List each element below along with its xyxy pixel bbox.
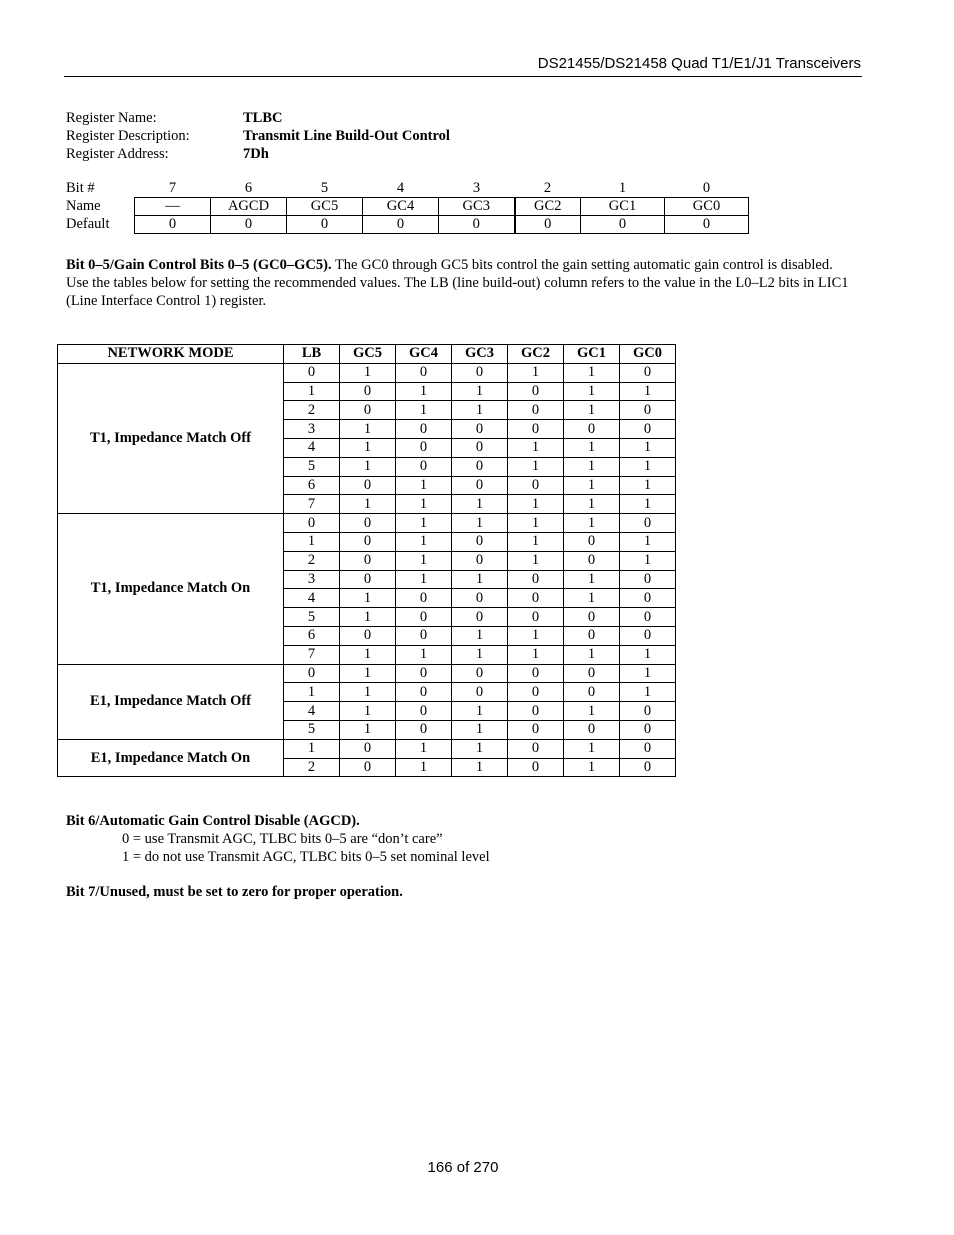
bit-number-cell: 3 — [472, 180, 481, 196]
gain-bit-cell: 0 — [508, 739, 564, 758]
gain-bit-cell: 0 — [396, 589, 452, 608]
gain-bit-cell: 1 — [396, 476, 452, 495]
gain-bit-cell: 1 — [396, 758, 452, 777]
gain-bit-cell: 1 — [340, 683, 396, 702]
gain-bit-cell: 0 — [620, 363, 676, 382]
gain-bit-cell: 0 — [564, 420, 620, 439]
gain-bit-cell: 0 — [620, 758, 676, 777]
register-address-row — [66, 145, 450, 163]
bit-default-label: Default — [66, 216, 110, 232]
bit-default-cell: 0 — [515, 216, 581, 234]
bit-number-cell: 5 — [320, 180, 329, 196]
gain-bit-cell: 0 — [508, 758, 564, 777]
gain-bit-cell: 0 — [340, 570, 396, 589]
header-gc3: GC3 — [452, 345, 508, 364]
gain-bit-cell: 1 — [452, 401, 508, 420]
bit-name-cell: AGCD — [211, 198, 287, 216]
bit-name-cell: GC2 — [515, 198, 581, 216]
gain-bit-cell: 0 — [564, 683, 620, 702]
gain-bit-cell: 1 — [620, 664, 676, 683]
gain-bit-cell: 0 — [508, 589, 564, 608]
lb-cell: 6 — [284, 626, 340, 645]
bit-6-description — [66, 812, 490, 866]
gain-bit-cell: 0 — [396, 608, 452, 627]
bit-default-cell: 0 — [135, 216, 211, 234]
gain-bit-cell: 0 — [396, 626, 452, 645]
gain-bit-cell: 1 — [452, 720, 508, 739]
gain-bit-cell: 0 — [508, 401, 564, 420]
bit-number-cell: 2 — [543, 180, 552, 196]
gain-bit-cell: 1 — [620, 438, 676, 457]
gain-bit-cell: 0 — [396, 720, 452, 739]
lb-cell: 3 — [284, 420, 340, 439]
lb-cell: 1 — [284, 532, 340, 551]
register-info — [66, 109, 450, 163]
gain-bit-cell: 1 — [620, 457, 676, 476]
gain-bit-cell: 0 — [340, 514, 396, 533]
gain-bit-cell: 0 — [508, 476, 564, 495]
register-name-value: TLBC — [243, 110, 283, 126]
gain-bit-cell: 0 — [564, 664, 620, 683]
gain-bit-cell: 0 — [396, 702, 452, 721]
network-mode-cell: E1, Impedance Match Off — [58, 664, 284, 739]
gain-bit-cell: 0 — [452, 457, 508, 476]
gain-bit-cell: 1 — [340, 589, 396, 608]
gain-bit-cell: 0 — [508, 570, 564, 589]
gain-bit-cell: 1 — [340, 720, 396, 739]
gain-bit-cell: 0 — [620, 720, 676, 739]
header-gc5: GC5 — [340, 345, 396, 364]
lb-cell: 5 — [284, 608, 340, 627]
header-gc0: GC0 — [620, 345, 676, 364]
gain-bit-cell: 0 — [508, 420, 564, 439]
register-description-value: Transmit Line Build-Out Control — [243, 128, 450, 144]
gain-bit-cell: 1 — [396, 739, 452, 758]
gain-bit-cell: 0 — [396, 420, 452, 439]
gain-bit-cell: 1 — [452, 495, 508, 514]
bit-0-5-description — [66, 256, 856, 310]
gain-bit-cell: 1 — [396, 645, 452, 664]
bit-6-option: 0 = use Transmit AGC, TLBC bits 0–5 are “don’t care” — [122, 831, 443, 847]
table-row — [58, 363, 676, 382]
bit-default-cell: 0 — [287, 216, 363, 234]
bit-number-row — [60, 180, 749, 198]
gain-bit-cell: 1 — [396, 382, 452, 401]
bit-name-label: Name — [66, 198, 101, 214]
gain-bit-cell: 0 — [564, 532, 620, 551]
gain-control-table — [57, 344, 676, 777]
register-address-label: Register Address: — [66, 146, 169, 162]
gain-bit-cell: 0 — [396, 457, 452, 476]
gain-bit-cell: 1 — [564, 570, 620, 589]
gain-bit-cell: 0 — [564, 608, 620, 627]
gain-bit-cell: 0 — [620, 626, 676, 645]
gain-bit-cell: 1 — [396, 514, 452, 533]
gain-bit-cell: 1 — [620, 551, 676, 570]
gain-bit-cell: 1 — [340, 457, 396, 476]
gain-bit-cell: 1 — [620, 532, 676, 551]
bit-default-cell: 0 — [665, 216, 749, 234]
bit-0-5-text: The GC0 through GC5 bits control the gain setting automatic gain control is disabled. Use the tables below for setting the recommended values. The LB (line build-out) column refers to the value in the L0–L2 bits in LIC1 (Line Interface Control 1) register. — [66, 257, 849, 309]
gain-bit-cell: 0 — [340, 758, 396, 777]
header-divider — [64, 76, 862, 77]
bit-number-cell: 0 — [702, 180, 711, 196]
lb-cell: 4 — [284, 702, 340, 721]
lb-cell: 4 — [284, 438, 340, 457]
table-row — [58, 664, 676, 683]
gain-bit-cell: 0 — [564, 720, 620, 739]
bit-number-cell: 6 — [244, 180, 253, 196]
gain-bit-cell: 1 — [508, 532, 564, 551]
gain-bit-cell: 0 — [452, 683, 508, 702]
gain-bit-cell: 0 — [340, 739, 396, 758]
gain-bit-cell: 1 — [396, 495, 452, 514]
lb-cell: 1 — [284, 683, 340, 702]
gain-bit-cell: 0 — [620, 401, 676, 420]
gain-bit-cell: 0 — [620, 570, 676, 589]
gain-bit-cell: 1 — [452, 702, 508, 721]
bit-default-row — [60, 216, 749, 234]
gain-bit-cell: 1 — [564, 495, 620, 514]
register-bit-map — [60, 180, 749, 234]
gain-bit-cell: 1 — [620, 495, 676, 514]
gain-bit-cell: 0 — [452, 551, 508, 570]
header-gc1: GC1 — [564, 345, 620, 364]
gain-bit-cell: 0 — [620, 702, 676, 721]
lb-cell: 7 — [284, 645, 340, 664]
lb-cell: 4 — [284, 589, 340, 608]
gain-bit-cell: 0 — [508, 720, 564, 739]
gain-bit-cell: 1 — [340, 702, 396, 721]
gain-bit-cell: 1 — [564, 457, 620, 476]
bit-number-label: Bit # — [66, 180, 95, 197]
gain-bit-cell: 0 — [564, 626, 620, 645]
gain-bit-cell: 0 — [620, 589, 676, 608]
gain-bit-cell: 1 — [508, 363, 564, 382]
bit-name-cell: — — [135, 198, 211, 216]
gain-bit-cell: 1 — [564, 363, 620, 382]
bit-number-cell: 7 — [168, 180, 177, 196]
gain-bit-cell: 0 — [340, 476, 396, 495]
gain-bit-cell: 0 — [452, 363, 508, 382]
bit-default-cell: 0 — [363, 216, 439, 234]
gain-bit-cell: 1 — [452, 626, 508, 645]
network-mode-cell: E1, Impedance Match On — [58, 739, 284, 777]
lb-cell: 2 — [284, 758, 340, 777]
bit-6-option: 1 = do not use Transmit AGC, TLBC bits 0–5 set nominal level — [122, 849, 490, 865]
gain-bit-cell: 0 — [340, 551, 396, 570]
gain-table-header-row — [58, 345, 676, 364]
gain-bit-cell: 1 — [340, 608, 396, 627]
bit-name-cell: GC1 — [581, 198, 665, 216]
gain-bit-cell: 0 — [452, 664, 508, 683]
gain-bit-cell: 0 — [620, 608, 676, 627]
gain-bit-cell: 1 — [508, 645, 564, 664]
lb-cell: 1 — [284, 382, 340, 401]
network-mode-cell: T1, Impedance Match On — [58, 514, 284, 664]
gain-bit-cell: 1 — [620, 382, 676, 401]
header-gc4: GC4 — [396, 345, 452, 364]
gain-bit-cell: 1 — [396, 401, 452, 420]
gain-bit-cell: 0 — [340, 382, 396, 401]
gain-bit-cell: 0 — [396, 438, 452, 457]
register-description-label: Register Description: — [66, 128, 190, 144]
gain-bit-cell: 1 — [396, 551, 452, 570]
gain-bit-cell: 0 — [452, 438, 508, 457]
gain-bit-cell: 1 — [340, 645, 396, 664]
gain-bit-cell: 1 — [340, 420, 396, 439]
bit-0-5-heading: Bit 0–5/Gain Control Bits 0–5 (GC0–GC5). — [66, 257, 332, 273]
gain-bit-cell: 0 — [452, 532, 508, 551]
gain-bit-cell: 0 — [340, 401, 396, 420]
table-row — [58, 514, 676, 533]
gain-bit-cell: 1 — [564, 758, 620, 777]
gain-bit-cell: 1 — [452, 570, 508, 589]
gain-bit-cell: 0 — [452, 420, 508, 439]
gain-bit-cell: 0 — [508, 608, 564, 627]
gain-bit-cell: 1 — [564, 401, 620, 420]
gain-bit-cell: 1 — [340, 363, 396, 382]
gain-bit-cell: 1 — [564, 739, 620, 758]
gain-bit-cell: 1 — [340, 438, 396, 457]
gain-bit-cell: 1 — [396, 570, 452, 589]
gain-bit-cell: 1 — [564, 382, 620, 401]
register-address-value: 7Dh — [243, 146, 269, 162]
gain-bit-cell: 0 — [396, 683, 452, 702]
bit-default-cell: 0 — [581, 216, 665, 234]
table-row — [58, 739, 676, 758]
gain-bit-cell: 1 — [508, 457, 564, 476]
bit-default-cell: 0 — [439, 216, 515, 234]
lb-cell: 7 — [284, 495, 340, 514]
gain-bit-cell: 1 — [452, 514, 508, 533]
header-network-mode: NETWORK MODE — [58, 345, 284, 364]
gain-bit-cell: 1 — [564, 589, 620, 608]
lb-cell: 0 — [284, 514, 340, 533]
lb-cell: 5 — [284, 720, 340, 739]
gain-bit-cell: 1 — [508, 514, 564, 533]
lb-cell: 2 — [284, 551, 340, 570]
lb-cell: 3 — [284, 570, 340, 589]
gain-bit-cell: 1 — [452, 758, 508, 777]
gain-bit-cell: 0 — [508, 683, 564, 702]
gain-bit-cell: 1 — [508, 438, 564, 457]
gain-bit-cell: 1 — [508, 495, 564, 514]
gain-bit-cell: 1 — [340, 664, 396, 683]
register-name-row — [66, 109, 450, 127]
bit-6-heading: Bit 6/Automatic Gain Control Disable (AGCD). — [66, 813, 360, 829]
bit-name-row — [60, 198, 749, 216]
document-header-title: DS21455/DS21458 Quad T1/E1/J1 Transceivers — [537, 55, 861, 72]
gain-bit-cell: 0 — [396, 363, 452, 382]
bit-7-description: Bit 7/Unused, must be set to zero for proper operation. — [66, 884, 403, 900]
gain-bit-cell: 1 — [564, 438, 620, 457]
gain-bit-cell: 0 — [340, 626, 396, 645]
gain-bit-cell: 1 — [340, 495, 396, 514]
gain-bit-cell: 1 — [452, 645, 508, 664]
gain-table-body — [58, 363, 676, 777]
bit-name-cell: GC5 — [287, 198, 363, 216]
gain-bit-cell: 1 — [452, 739, 508, 758]
gain-bit-cell: 1 — [620, 476, 676, 495]
network-mode-cell: T1, Impedance Match Off — [58, 363, 284, 513]
gain-bit-cell: 0 — [620, 420, 676, 439]
register-description-row — [66, 127, 450, 145]
lb-cell: 6 — [284, 476, 340, 495]
gain-bit-cell: 0 — [452, 589, 508, 608]
register-name-label: Register Name: — [66, 110, 157, 126]
lb-cell: 0 — [284, 664, 340, 683]
gain-bit-cell: 0 — [620, 739, 676, 758]
gain-bit-cell: 0 — [452, 476, 508, 495]
bit-name-cell: GC0 — [665, 198, 749, 216]
gain-bit-cell: 1 — [564, 476, 620, 495]
bit-number-cell: 1 — [618, 180, 627, 196]
gain-bit-cell: 0 — [396, 664, 452, 683]
gain-bit-cell: 1 — [620, 683, 676, 702]
bit-name-cell: GC4 — [363, 198, 439, 216]
lb-cell: 2 — [284, 401, 340, 420]
gain-bit-cell: 1 — [452, 382, 508, 401]
gain-bit-cell: 1 — [564, 645, 620, 664]
header-lb: LB — [284, 345, 340, 364]
gain-bit-cell: 1 — [564, 514, 620, 533]
gain-bit-cell: 0 — [564, 551, 620, 570]
gain-bit-cell: 0 — [508, 702, 564, 721]
bit-name-cell: GC3 — [439, 198, 515, 216]
bit-default-cell: 0 — [211, 216, 287, 234]
gain-bit-cell: 0 — [508, 382, 564, 401]
bit-number-cell: 4 — [396, 180, 405, 196]
gain-bit-cell: 1 — [564, 702, 620, 721]
gain-bit-cell: 0 — [340, 532, 396, 551]
gain-bit-cell: 0 — [508, 664, 564, 683]
lb-cell: 1 — [284, 739, 340, 758]
gain-bit-cell: 0 — [620, 514, 676, 533]
gain-bit-cell: 1 — [396, 532, 452, 551]
gain-bit-cell: 0 — [452, 608, 508, 627]
gain-bit-cell: 1 — [508, 551, 564, 570]
lb-cell: 5 — [284, 457, 340, 476]
header-gc2: GC2 — [508, 345, 564, 364]
gain-bit-cell: 1 — [508, 626, 564, 645]
lb-cell: 0 — [284, 363, 340, 382]
gain-bit-cell: 1 — [620, 645, 676, 664]
page-number: 166 of 270 — [427, 1159, 499, 1176]
